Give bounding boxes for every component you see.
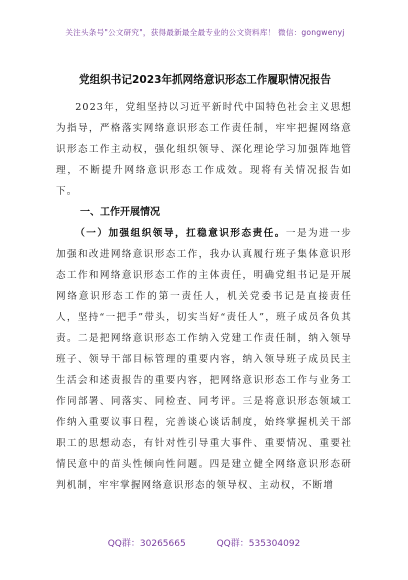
paragraph-body: 一是为进一步加强和改进网络意识形态工作，我办认真履行班子集体意识形态工作和网络意识形态工作的主体责任，明确党组书记是开展网络意识形态工作的第一责任人，机关党委书记是直接责任人，坚持“一把手”带头，切实当好“责任人”，班子成员各负其责。二是把网络意识形态工作纳入党建工作责任制，纳入领导班子、领导干部目标管理的重要内容，纳入领导班子成员民主生活会和述责报告的重要内容，把网络意识形态工作与业务工作同部署、同落实、同检查、同考评。三是将意识形态领域工作纳入重要议事日程，完善谈心谈话制度，始终掌握机关干部职工的思想动态，有针对性引导重大事件、重要情况、重要社情民意中的苗头性倾向性问题。四是建立健全网络意识形态研判机制，牢牢掌握网络意识形态的领导权、主动权，不断增 (56, 228, 352, 491)
section-heading: 一、工作开展情况 (80, 207, 160, 218)
intro-text: 2023年，党组坚持以习近平新时代中国特色社会主义思想为指导，严格落实网络意识形态工作责任制，牢牢把握网络意识形态工作主动权，强化组织领导、深化理论学习加强阵地管理，不断提升网络意识形态工作成效。现将有关情况报告如下。 (56, 102, 352, 197)
body-paragraph-1 (56, 223, 352, 496)
qq-group-2: QQ群：535304092 (216, 539, 301, 549)
document-title: 党组织书记2023年抓网络意识形态工作履职情况报告 (79, 74, 331, 86)
qq-group-1: QQ群：30265665 (107, 539, 186, 549)
footer-contact (0, 536, 408, 549)
body-paragraph-1-text (56, 223, 352, 496)
header-notice: 关注头条号"公文研究"，获得最新最全最专业的公文资料库！ 微信：gongwenyj (65, 28, 345, 37)
intro-paragraph (56, 97, 352, 202)
paragraph-lead: （一）加强组织领导，扛稳意识形态责任。 (75, 228, 286, 239)
